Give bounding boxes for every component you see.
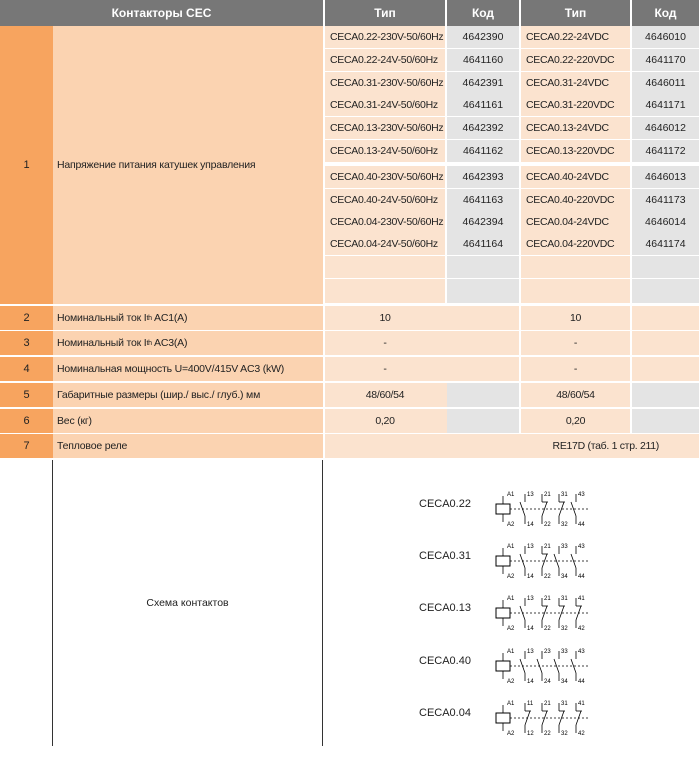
model-ac-type: CECA0.22-230V-50/60Hz: [325, 26, 445, 48]
scheme-label: Схема контактов: [53, 460, 323, 746]
param-ac-spacer: [447, 409, 519, 433]
terminal-bottom-label: 44: [578, 679, 585, 685]
terminal-bottom-label: 12: [527, 731, 534, 737]
model-dc-type: CECA0.40-220VDC: [521, 189, 630, 211]
model-dc-type: CECA0.04-24VDC: [521, 211, 630, 233]
empty-cell: [632, 256, 699, 278]
model-ac-type: CECA0.31-230V-50/60Hz: [325, 72, 445, 94]
row-label-1: Напряжение питания катушек управления: [53, 26, 323, 304]
terminal-top-label: 11: [527, 701, 534, 707]
terminal-bottom-label: 42: [578, 626, 585, 632]
terminal-top-label: A1: [507, 492, 515, 498]
terminal-bottom-label: 22: [544, 731, 551, 737]
label-text: Номинальный ток I: [57, 312, 147, 324]
contact-diagram: [492, 592, 592, 634]
scheme-model-name: CECA0.04: [419, 707, 471, 719]
thermal-relay-value: RE17D (таб. 1 стр. 211): [325, 434, 699, 458]
model-ac-type: CECA0.04-230V-50/60Hz: [325, 211, 445, 233]
empty-cell: [325, 279, 445, 303]
model-dc-code: 4646012: [632, 117, 699, 139]
contact-diagram: [492, 697, 592, 739]
model-dc-code: 4646010: [632, 26, 699, 48]
nc-contact: [576, 606, 581, 620]
label-subscript: th: [146, 339, 152, 347]
nc-contact: [576, 711, 581, 725]
param-dc-spacer: [632, 331, 699, 355]
model-ac-type: CECA0.40-24V-50/60Hz: [325, 189, 445, 211]
param-ac-value: 0,20: [325, 409, 519, 433]
row-number: 6: [0, 409, 53, 433]
model-ac-code: 4642390: [447, 26, 519, 48]
header-type-ac: Тип: [325, 0, 445, 26]
model-ac-code: 4642392: [447, 117, 519, 139]
row-number: 5: [0, 383, 53, 407]
terminal-top-label: 31: [561, 701, 568, 707]
coil-symbol: [496, 661, 510, 671]
model-ac-type: CECA0.04-24V-50/60Hz: [325, 233, 445, 255]
terminal-bottom-label: 34: [561, 574, 568, 580]
param-dc-spacer: [632, 409, 699, 433]
empty-cell: [325, 256, 445, 278]
model-dc-code: 4641170: [632, 49, 699, 71]
terminal-bottom-label: 34: [561, 679, 568, 685]
terminal-top-label: 33: [561, 649, 568, 655]
model-dc-type: CECA0.04-220VDC: [521, 233, 630, 255]
param-ac-spacer: [447, 357, 519, 381]
terminal-top-label: 13: [527, 544, 534, 550]
terminal-top-label: 41: [578, 596, 585, 602]
coil-symbol: [496, 504, 510, 514]
model-ac-code: 4641164: [447, 233, 519, 255]
row-number: 7: [0, 434, 53, 458]
label-text: Номинальный ток I: [57, 337, 147, 349]
model-ac-type: CECA0.31-24V-50/60Hz: [325, 94, 445, 116]
terminal-bottom-label: 32: [561, 522, 568, 528]
no-contact: [520, 659, 525, 673]
scheme-model-name: CECA0.22: [419, 498, 471, 510]
terminal-bottom-label: 14: [527, 522, 534, 528]
terminal-bottom-label: A2: [507, 522, 515, 528]
param-dc-spacer: [632, 306, 699, 330]
model-ac-code: 4641161: [447, 94, 519, 116]
coil-symbol: [496, 713, 510, 723]
scheme-model-name: CECA0.40: [419, 655, 471, 667]
row-label: Вес (кг): [53, 409, 323, 433]
terminal-bottom-label: 44: [578, 574, 585, 580]
terminal-top-label: 43: [578, 649, 585, 655]
empty-cell: [521, 256, 630, 278]
model-dc-type: CECA0.31-24VDC: [521, 72, 630, 94]
row-number-1: 1: [0, 26, 53, 304]
terminal-bottom-label: A2: [507, 626, 515, 632]
model-ac-code: 4642393: [447, 166, 519, 188]
terminal-bottom-label: 14: [527, 626, 534, 632]
param-dc-value: 0,20: [521, 409, 630, 433]
model-dc-type: CECA0.22-24VDC: [521, 26, 630, 48]
model-dc-type: CECA0.40-24VDC: [521, 166, 630, 188]
param-ac-value: 48/60/54: [325, 383, 519, 407]
terminal-bottom-label: 32: [561, 731, 568, 737]
row-label: [53, 306, 323, 330]
terminal-top-label: A1: [507, 649, 515, 655]
param-dc-value: -: [521, 331, 630, 355]
terminal-top-label: 43: [578, 544, 585, 550]
header-title: Контакторы CEC: [0, 0, 323, 26]
scheme-model-name: CECA0.13: [419, 602, 471, 614]
row-number: 4: [0, 357, 53, 381]
empty-cell: [447, 256, 519, 278]
row-label: Номинальная мощность U=400V/415V AC3 (kW): [53, 357, 323, 381]
terminal-bottom-label: A2: [507, 731, 515, 737]
terminal-bottom-label: A2: [507, 574, 515, 580]
row-label: [53, 331, 323, 355]
scheme-number-column: [0, 460, 53, 746]
header-code-ac: Код: [447, 0, 519, 26]
param-ac-value: -: [325, 331, 519, 355]
model-ac-type: CECA0.13-230V-50/60Hz: [325, 117, 445, 139]
terminal-top-label: 13: [527, 649, 534, 655]
terminal-top-label: 21: [544, 596, 551, 602]
param-dc-value: 10: [521, 306, 630, 330]
terminal-top-label: 21: [544, 492, 551, 498]
terminal-bottom-label: 44: [578, 522, 585, 528]
param-ac-value: -: [325, 357, 519, 381]
model-dc-type: CECA0.13-220VDC: [521, 140, 630, 162]
model-ac-type: CECA0.40-230V-50/60Hz: [325, 166, 445, 188]
model-ac-code: 4642394: [447, 211, 519, 233]
terminal-top-label: 23: [544, 649, 551, 655]
contact-diagram: [492, 488, 592, 530]
model-dc-code: 4646014: [632, 211, 699, 233]
terminal-top-label: A1: [507, 701, 515, 707]
terminal-bottom-label: A2: [507, 679, 515, 685]
model-dc-type: CECA0.22-220VDC: [521, 49, 630, 71]
param-ac-spacer: [447, 306, 519, 330]
row-number: 2: [0, 306, 53, 330]
terminal-top-label: 31: [561, 596, 568, 602]
terminal-top-label: 13: [527, 596, 534, 602]
model-dc-code: 4641171: [632, 94, 699, 116]
empty-cell: [521, 279, 630, 303]
coil-symbol: [496, 608, 510, 618]
terminal-top-label: 33: [561, 544, 568, 550]
param-ac-spacer: [447, 383, 519, 407]
terminal-top-label: A1: [507, 596, 515, 602]
terminal-bottom-label: 24: [544, 679, 551, 685]
terminal-top-label: 21: [544, 544, 551, 550]
terminal-top-label: 21: [544, 701, 551, 707]
header-type-dc: Тип: [521, 0, 630, 26]
row-number: 3: [0, 331, 53, 355]
terminal-bottom-label: 14: [527, 574, 534, 580]
model-dc-code: 4641174: [632, 233, 699, 255]
model-ac-code: 4641160: [447, 49, 519, 71]
model-ac-code: 4641163: [447, 189, 519, 211]
terminal-top-label: 43: [578, 492, 585, 498]
no-contact: [520, 554, 525, 568]
terminal-top-label: A1: [507, 544, 515, 550]
no-contact: [537, 659, 542, 673]
terminal-bottom-label: 32: [561, 626, 568, 632]
param-ac-value: 10: [325, 306, 519, 330]
label-text: AC3(A): [151, 337, 188, 349]
header-code-dc: Код: [632, 0, 699, 26]
param-dc-spacer: [632, 357, 699, 381]
model-dc-code: 4641173: [632, 189, 699, 211]
label-subscript: th: [146, 314, 152, 322]
nc-contact: [525, 711, 530, 725]
row-label: Габаритные размеры (шир./ выс./ глуб.) мм: [53, 383, 323, 407]
no-contact: [520, 502, 525, 516]
model-ac-code: 4642391: [447, 72, 519, 94]
no-contact: [520, 606, 525, 620]
terminal-bottom-label: 22: [544, 626, 551, 632]
terminal-bottom-label: 42: [578, 731, 585, 737]
param-dc-value: 48/60/54: [521, 383, 630, 407]
model-dc-code: 4646013: [632, 166, 699, 188]
terminal-bottom-label: 14: [527, 679, 534, 685]
param-ac-spacer: [447, 331, 519, 355]
scheme-model-name: CECA0.31: [419, 550, 471, 562]
model-dc-code: 4641172: [632, 140, 699, 162]
contact-diagram: [492, 540, 592, 582]
param-dc-value: -: [521, 357, 630, 381]
model-ac-type: CECA0.22-24V-50/60Hz: [325, 49, 445, 71]
model-dc-code: 4646011: [632, 72, 699, 94]
row-label: Тепловое реле: [53, 434, 323, 458]
terminal-top-label: 41: [578, 701, 585, 707]
coil-symbol: [496, 556, 510, 566]
terminal-top-label: 31: [561, 492, 568, 498]
terminal-bottom-label: 22: [544, 574, 551, 580]
model-dc-type: CECA0.31-220VDC: [521, 94, 630, 116]
empty-cell: [447, 279, 519, 303]
terminal-bottom-label: 22: [544, 522, 551, 528]
terminal-top-label: 13: [527, 492, 534, 498]
model-ac-code: 4641162: [447, 140, 519, 162]
param-dc-spacer: [632, 383, 699, 407]
label-text: AC1(A): [151, 312, 188, 324]
empty-cell: [632, 279, 699, 303]
contact-diagram: [492, 645, 592, 687]
model-ac-type: CECA0.13-24V-50/60Hz: [325, 140, 445, 162]
model-dc-type: CECA0.13-24VDC: [521, 117, 630, 139]
